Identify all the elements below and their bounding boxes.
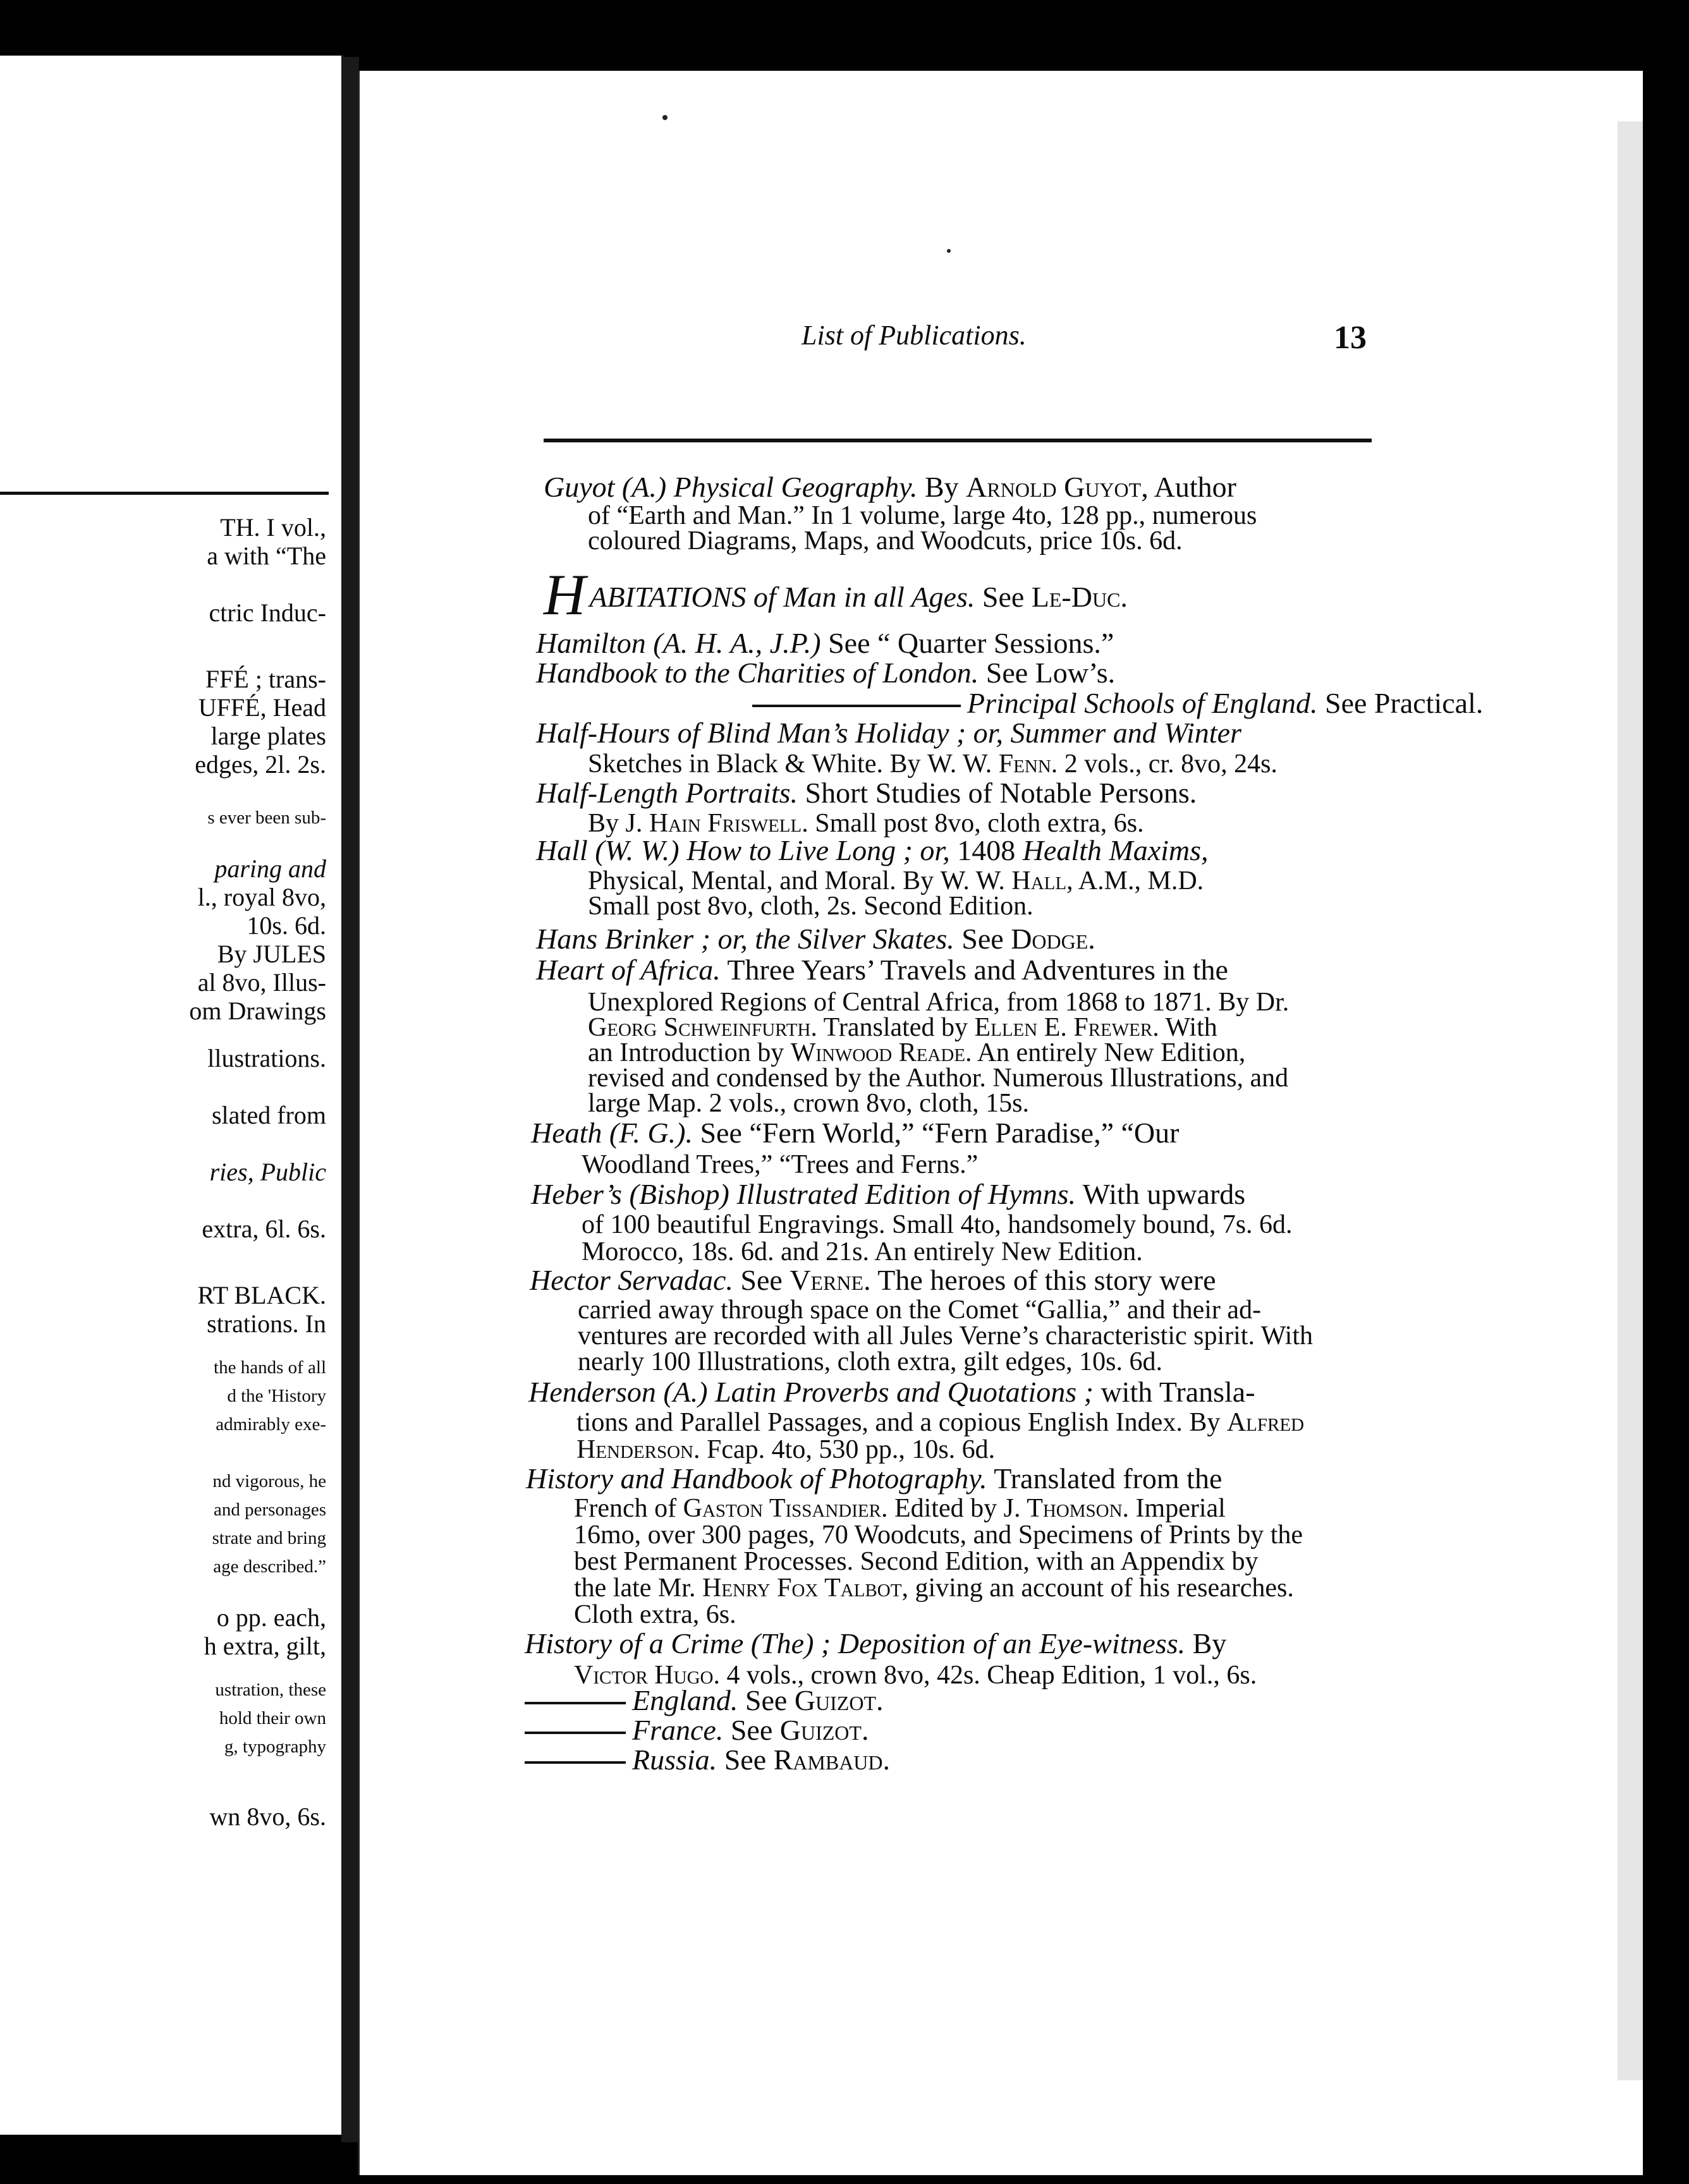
- entry-title-line: [544, 562, 1128, 627]
- entry-title-line: [536, 629, 1114, 658]
- left-page-line: hold their own: [219, 1708, 326, 1728]
- entry-detail-line: [578, 1297, 1261, 1323]
- entry-title-line: [525, 1629, 1226, 1658]
- ink-speck: [662, 115, 668, 120]
- entry-text: The heroes of this story were: [870, 1264, 1216, 1296]
- entry-text: Guyot (A.) Physical Geography.: [544, 471, 918, 503]
- entry-text: Henderson.: [576, 1435, 700, 1464]
- left-page-line: a with “The: [207, 542, 326, 570]
- entry-text: See: [717, 1744, 774, 1776]
- entry-detail-line: [588, 893, 1034, 919]
- entry-detail-line: [576, 1409, 1304, 1436]
- left-page-line: TH. I vol.,: [220, 513, 326, 542]
- entry-text: See: [975, 581, 1032, 613]
- entry-text: With: [1159, 1013, 1217, 1042]
- entry-title-line: [531, 1119, 1179, 1148]
- entry-text: Short Studies of Notable Persons.: [798, 777, 1197, 809]
- entry-text: England.: [632, 1684, 738, 1716]
- left-page-line: al 8vo, Illus-: [197, 968, 326, 997]
- entry-text: Imperial: [1129, 1494, 1226, 1523]
- left-page-line: om Drawings: [189, 997, 326, 1025]
- entry-text: Handbook to the Charities of London.: [536, 657, 979, 689]
- entry-text: By: [588, 809, 626, 838]
- entry-text: French of: [574, 1494, 683, 1523]
- left-page-line: extra, 6l. 6s.: [202, 1215, 326, 1243]
- entry-text: Ellen E. Frewer.: [974, 1013, 1159, 1042]
- entry-detail-line: [582, 1151, 978, 1178]
- entry-text: Translated by: [817, 1013, 975, 1042]
- entry-text: Heath (F. G.).: [531, 1117, 693, 1149]
- entry-text: 1408: [949, 834, 1023, 866]
- entry-text: By: [917, 471, 966, 503]
- entry-text: Small post 8vo, cloth, 2s. Second Edition.: [588, 892, 1034, 921]
- entry-text: of 100 beautiful Engravings. Small 4to, handsomely bound, 7s. 6d.: [582, 1210, 1293, 1239]
- left-page-line: RT BLACK.: [197, 1281, 326, 1309]
- left-page-line: the hands of all: [214, 1357, 326, 1378]
- entry-detail-line: [588, 1065, 1288, 1091]
- entry-text: Physical, Mental, and Moral. By: [588, 866, 941, 895]
- entry-text: W. W. Fenn.: [927, 749, 1058, 779]
- entry-text: Half-Hours of Blind Man’s Holiday ; or, Summer and Winter: [536, 717, 1241, 749]
- entry-text: of “Earth and Man.” In 1 volume, large 4to, 128 pp., numerous: [588, 501, 1257, 530]
- ditto-dash: [525, 1732, 626, 1734]
- entry-detail-line: [578, 1349, 1162, 1375]
- entry-text: , Author: [1141, 471, 1236, 503]
- left-page-line: 10s. 6d.: [247, 911, 326, 940]
- entry-detail-line: [588, 528, 1183, 554]
- entry-detail-line: [588, 1014, 1217, 1041]
- entry-text: 16mo, over 300 pages, 70 Woodcuts, and Specimens of Prints by the: [574, 1520, 1303, 1550]
- entry-text: revised and condensed by the Author. Numerous Illustrations, and: [588, 1064, 1289, 1093]
- entry-detail-line: [588, 502, 1257, 529]
- left-page-line: llustrations.: [207, 1044, 326, 1072]
- entry-text: Unexplored Regions of Central Africa, from 1868 to 1871. By Dr.: [588, 988, 1290, 1017]
- entry-text: Three Years’ Travels and Adventures in the: [720, 954, 1228, 986]
- entry-text: Arnold Guyot: [966, 471, 1142, 503]
- left-page-line: By JULES: [217, 940, 326, 968]
- entry-text: See: [723, 1714, 780, 1746]
- running-header: List of Publications.: [802, 320, 1027, 351]
- entry-text: Edited by: [887, 1494, 1004, 1523]
- left-page-line: slated from: [211, 1101, 326, 1129]
- entry-title-line: [525, 1686, 884, 1715]
- entry-detail-line: [574, 1495, 1226, 1522]
- entry-title-line: [525, 1745, 890, 1774]
- entry-detail-line: [588, 1090, 1029, 1117]
- entry-title-line: [536, 719, 1241, 748]
- entry-title-line: [536, 956, 1228, 985]
- entry-text: best Permanent Processes. Second Edition, with an Appendix by: [574, 1547, 1259, 1576]
- entry-text: See: [954, 923, 1011, 955]
- entry-title-line: [526, 1464, 1222, 1493]
- entry-detail-line: [574, 1522, 1303, 1548]
- entry-text: See: [738, 1684, 795, 1716]
- entry-text: History of a Crime (The) ; Deposition of an Eye-witness.: [525, 1627, 1186, 1659]
- entry-text: 2 vols., cr. 8vo, 24s.: [1058, 749, 1277, 779]
- entry-text: Guizot.: [779, 1714, 869, 1746]
- entry-text: Translated from the: [987, 1462, 1223, 1495]
- entry-text: J. Thomson.: [1003, 1494, 1130, 1523]
- entry-detail-line: [578, 1323, 1313, 1349]
- left-page-line: nd vigorous, he: [212, 1471, 326, 1491]
- ditto-dash: [525, 1761, 626, 1764]
- entry-text: Health Maxims,: [1022, 834, 1209, 866]
- left-page-line: FFÉ ; trans-: [205, 665, 326, 693]
- entry-text: Principal Schools of England.: [967, 687, 1318, 719]
- entry-text: France.: [632, 1714, 724, 1746]
- entry-detail-line: [588, 751, 1277, 777]
- entry-detail-line: [574, 1575, 1294, 1601]
- entry-text: An entirely New Edition,: [972, 1038, 1246, 1067]
- entry-detail-line: [582, 1239, 1143, 1265]
- ditto-dash: [752, 705, 961, 707]
- entry-detail-line: [588, 989, 1289, 1016]
- entry-text: See Practical.: [1317, 687, 1484, 719]
- entry-text: Verne.: [790, 1264, 871, 1296]
- entry-title-line: [536, 779, 1197, 808]
- entry-title-line: [536, 658, 1115, 688]
- entry-text: Russia.: [632, 1744, 717, 1776]
- entry-text: Hans Brinker ; or, the Silver Skates.: [536, 923, 954, 955]
- entry-text: , A.M., M.D.: [1066, 866, 1204, 895]
- entry-text: Heart of Africa.: [536, 954, 721, 986]
- entry-text: Victor Hugo.: [574, 1661, 720, 1690]
- entry-text: By: [1185, 1627, 1227, 1659]
- entry-text: ABITATIONS of Man in all Ages.: [589, 581, 975, 613]
- entry-text: nearly 100 Illustrations, cloth extra, gilt edges, 10s. 6d.: [578, 1347, 1162, 1376]
- entry-title-line: [530, 1266, 1216, 1295]
- entry-text: Small post 8vo, cloth extra, 6s.: [808, 809, 1144, 838]
- left-page-line: admirably exe-: [216, 1414, 326, 1435]
- left-page-line: strate and bring: [212, 1528, 326, 1548]
- entry-text: History and Handbook of Photography.: [526, 1462, 987, 1495]
- left-page-line: large plates: [210, 722, 326, 750]
- entry-text: carried away through space on the Comet “Gallia,” and their ad-: [578, 1295, 1262, 1325]
- left-page-line: h extra, gilt,: [204, 1632, 326, 1660]
- entry-text: 4 vols., crown 8vo, 42s. Cheap Edition, 1 vol., 6s.: [719, 1661, 1257, 1690]
- entry-text: the late Mr.: [574, 1574, 702, 1603]
- left-page-line: ustration, these: [215, 1680, 326, 1700]
- entry-text: ventures are recorded with all Jules Verne’s characteristic spirit. With: [578, 1321, 1314, 1350]
- left-page-line: strations. In: [207, 1309, 326, 1338]
- entry-text: Henderson (A.) Latin Proverbs and Quotations ;: [528, 1376, 1094, 1408]
- entry-text: Guizot.: [794, 1684, 884, 1716]
- entry-title-line: [531, 1180, 1245, 1209]
- entry-text: Heber’s (Bishop) Illustrated Edition of Hymns.: [531, 1178, 1076, 1210]
- entry-detail-line: [574, 1601, 736, 1628]
- page-number: 13: [1334, 320, 1367, 356]
- entry-text: Georg Schweinfurth.: [588, 1013, 817, 1042]
- left-page-line: edges, 2l. 2s.: [195, 750, 326, 779]
- entry-detail-line: [574, 1548, 1259, 1575]
- entry-text: J. Hain Friswell.: [625, 809, 808, 838]
- entry-text: Woodland Trees,” “Trees and Ferns.”: [582, 1150, 979, 1179]
- entry-detail-line: [588, 810, 1144, 837]
- left-page-line: d the 'History: [227, 1386, 326, 1406]
- entry-detail-line: [588, 868, 1204, 894]
- entry-text: Fcap. 4to, 530 pp., 10s. 6d.: [700, 1435, 996, 1464]
- entry-text: Hamilton (A. H. A., J.P.): [536, 627, 821, 659]
- entry-text: Henry Fox Talbot: [702, 1574, 902, 1603]
- entry-text: Dodge.: [1011, 923, 1095, 955]
- left-page-line: UFFÉ, Head: [198, 693, 326, 722]
- left-page-line: paring and: [214, 854, 326, 883]
- entry-title-line: [536, 925, 1095, 954]
- left-page-line: age described.”: [213, 1556, 326, 1577]
- entry-text: , giving an account of his researches.: [901, 1574, 1294, 1603]
- entry-text: H: [544, 562, 586, 627]
- entry-text: With upwards: [1076, 1178, 1246, 1210]
- entry-text: Winwood Reade.: [790, 1038, 972, 1067]
- entry-text: Morocco, 18s. 6d. and 21s. An entirely New Edition.: [582, 1237, 1143, 1266]
- entry-text: See: [733, 1264, 790, 1296]
- left-page-line: ries, Public: [209, 1158, 326, 1186]
- entry-detail-line: [576, 1436, 995, 1463]
- entry-text: Sketches in Black & White. By: [588, 749, 927, 779]
- entry-title-line: [536, 836, 1209, 865]
- entry-text: tions and Parallel Passages, and a copious English Index. By: [576, 1408, 1227, 1437]
- entry-detail-line: [582, 1211, 1293, 1238]
- ditto-dash: [525, 1702, 626, 1704]
- left-page-line: ctric Induc-: [209, 598, 326, 627]
- left-page-line: wn 8vo, 6s.: [209, 1802, 326, 1831]
- ink-speck: [947, 249, 951, 253]
- entry-title-line: [752, 689, 1483, 718]
- left-page-line: l., royal 8vo,: [197, 883, 326, 911]
- entry-text: See “ Quarter Sessions.”: [820, 627, 1114, 659]
- left-page-line: s ever been sub-: [207, 808, 326, 828]
- entry-text: coloured Diagrams, Maps, and Woodcuts, price 10s. 6d.: [588, 526, 1183, 555]
- left-page-line: o pp. each,: [216, 1603, 326, 1632]
- entry-text: Hector Servadac.: [530, 1264, 733, 1296]
- entry-text: large Map. 2 vols., crown 8vo, cloth, 15s.: [588, 1089, 1029, 1118]
- entry-text: Alfred: [1226, 1408, 1305, 1437]
- entry-text: Gaston Tissandier.: [683, 1494, 888, 1523]
- entry-text: See “Fern World,” “Fern Paradise,” “Our: [692, 1117, 1180, 1149]
- entry-title-line: [528, 1378, 1255, 1407]
- left-page-line: and personages: [214, 1500, 326, 1520]
- entry-title-line: [544, 473, 1236, 502]
- entry-text: Hall (W. W.) How to Live Long ; or,: [536, 834, 950, 866]
- entry-text: W. W. Hall: [940, 866, 1067, 895]
- entry-text: with Transla-: [1093, 1376, 1255, 1408]
- left-page-line: g, typography: [224, 1737, 326, 1757]
- entry-title-line: [525, 1716, 869, 1745]
- entry-text: Half-Length Portraits.: [536, 777, 798, 809]
- entry-detail-line: [588, 1040, 1245, 1066]
- header-rule: [544, 439, 1372, 442]
- entry-text: Le-Duc.: [1031, 581, 1128, 613]
- entry-text: Rambaud.: [773, 1744, 891, 1776]
- entry-text: Cloth extra, 6s.: [574, 1600, 736, 1629]
- entry-text: an Introduction by: [588, 1038, 791, 1067]
- entry-text: See Low’s.: [979, 657, 1116, 689]
